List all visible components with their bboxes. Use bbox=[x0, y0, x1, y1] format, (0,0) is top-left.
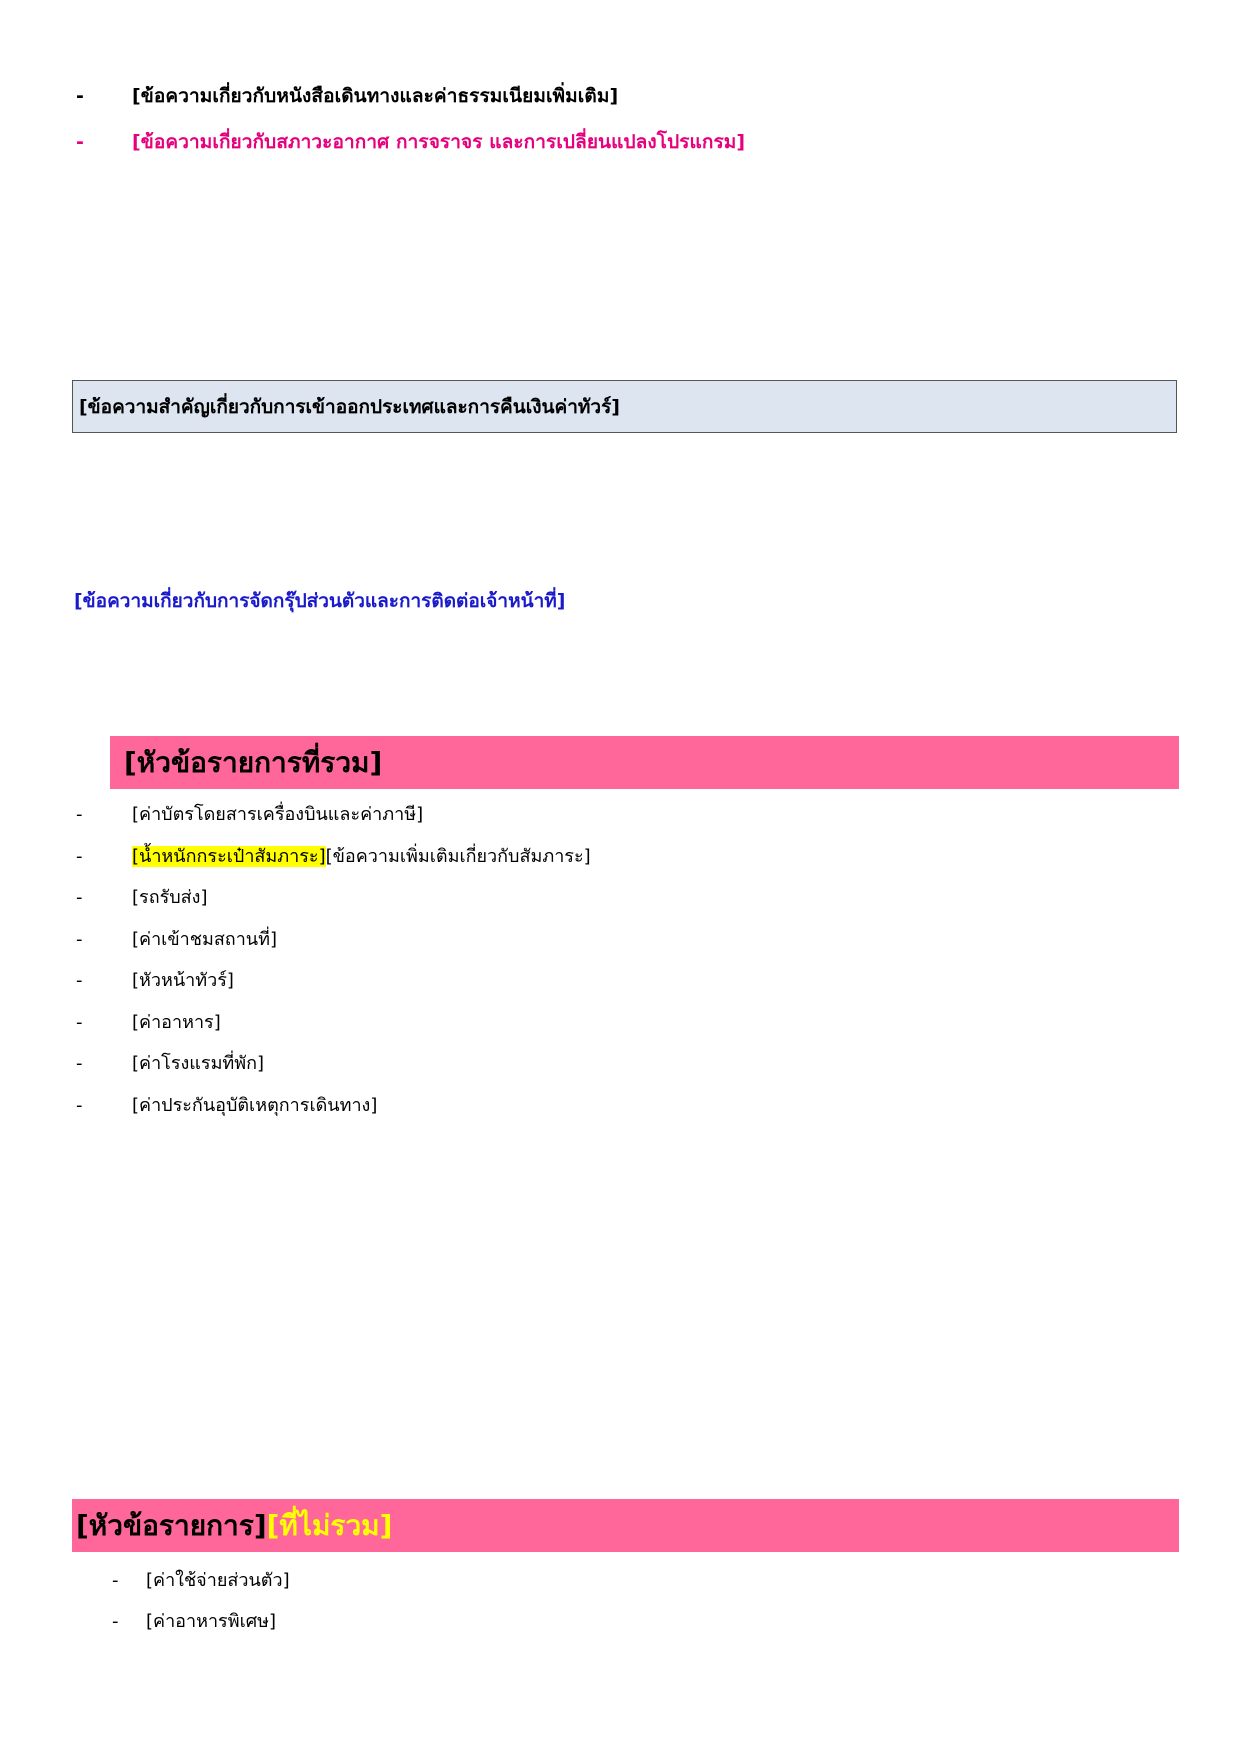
excluded-section-title bbox=[72, 1499, 1179, 1552]
list-item bbox=[72, 919, 1177, 961]
top-bullet-list bbox=[72, 72, 1172, 166]
bullet-marker: - bbox=[76, 970, 83, 991]
private-group-note: [ข้อความเกี่ยวกับการจัดกรุ๊ปส่วนตัวและการติดต่อเจ้าหน้าที่] bbox=[74, 590, 566, 612]
bullet-marker: - bbox=[76, 1053, 83, 1074]
bullet-marker: - bbox=[76, 1011, 83, 1033]
included-list bbox=[72, 794, 1177, 1126]
item-text: [ค่าบัตรโดยสารเครื่องบินและค่าภาษี] bbox=[132, 804, 424, 825]
item-text bbox=[132, 836, 1177, 878]
important-notice-box bbox=[72, 380, 1177, 433]
document-page bbox=[72, 72, 1172, 1632]
included-section-title: [หัวข้อรายการที่รวม] bbox=[110, 736, 1179, 789]
item-text: [หัวหน้าทัวร์] bbox=[132, 970, 234, 991]
list-item bbox=[72, 1043, 1177, 1085]
bullet-text: [ข้อความเกี่ยวกับสภาวะอากาศ การจราจร และการเปลี่ยนแปลงโปรแกรม] bbox=[132, 131, 746, 153]
list-item bbox=[72, 1002, 1177, 1044]
list-item bbox=[72, 794, 1177, 836]
item-text: [ค่าอาหาร] bbox=[132, 1011, 221, 1033]
bullet-marker: - bbox=[76, 1094, 83, 1116]
bullet-text: [ข้อความเกี่ยวกับหนังสือเดินทางและค่าธรรมเนียมเพิ่มเติม] bbox=[132, 85, 619, 107]
list-item bbox=[72, 1085, 1177, 1127]
bullet-marker: - bbox=[76, 131, 84, 153]
highlighted-text: [น้ำหนักกระเป๋าสัมภาระ] bbox=[132, 845, 326, 867]
list-item bbox=[72, 960, 1177, 1002]
item-text-rest: [ข้อความเพิ่มเติมเกี่ยวกับสัมภาระ] bbox=[325, 845, 591, 867]
list-item bbox=[72, 836, 1177, 878]
bullet-marker: - bbox=[76, 804, 83, 825]
item-text: [รถรับส่ง] bbox=[132, 887, 208, 908]
list-item bbox=[72, 118, 1172, 166]
bullet-marker: - bbox=[112, 1570, 119, 1591]
list-item bbox=[108, 1560, 1168, 1601]
important-notice-text: [ข้อความสำคัญเกี่ยวกับการเข้าออกประเทศและการคืนเงินค่าทัวร์] bbox=[79, 396, 620, 418]
list-item bbox=[72, 72, 1172, 120]
bullet-marker: - bbox=[76, 85, 84, 107]
item-text: [ค่าเข้าชมสถานที่] bbox=[132, 928, 278, 950]
bullet-marker: - bbox=[76, 887, 83, 908]
excluded-title-highlight: [ที่ไม่รวม] bbox=[266, 1509, 393, 1542]
excluded-title-prefix: [หัวข้อรายการ] bbox=[76, 1509, 267, 1542]
bullet-marker: - bbox=[76, 928, 83, 950]
item-text: [ค่าโรงแรมที่พัก] bbox=[132, 1053, 265, 1074]
list-item bbox=[108, 1601, 1168, 1642]
list-item bbox=[72, 877, 1177, 919]
item-text: [ค่าใช้จ่ายส่วนตัว] bbox=[146, 1570, 290, 1591]
item-text: [ค่าประกันอุบัติเหตุการเดินทาง] bbox=[132, 1094, 378, 1116]
bullet-marker: - bbox=[76, 845, 83, 867]
excluded-list bbox=[108, 1560, 1168, 1642]
item-text: [ค่าอาหารพิเศษ] bbox=[146, 1611, 277, 1632]
bullet-marker: - bbox=[112, 1611, 119, 1632]
